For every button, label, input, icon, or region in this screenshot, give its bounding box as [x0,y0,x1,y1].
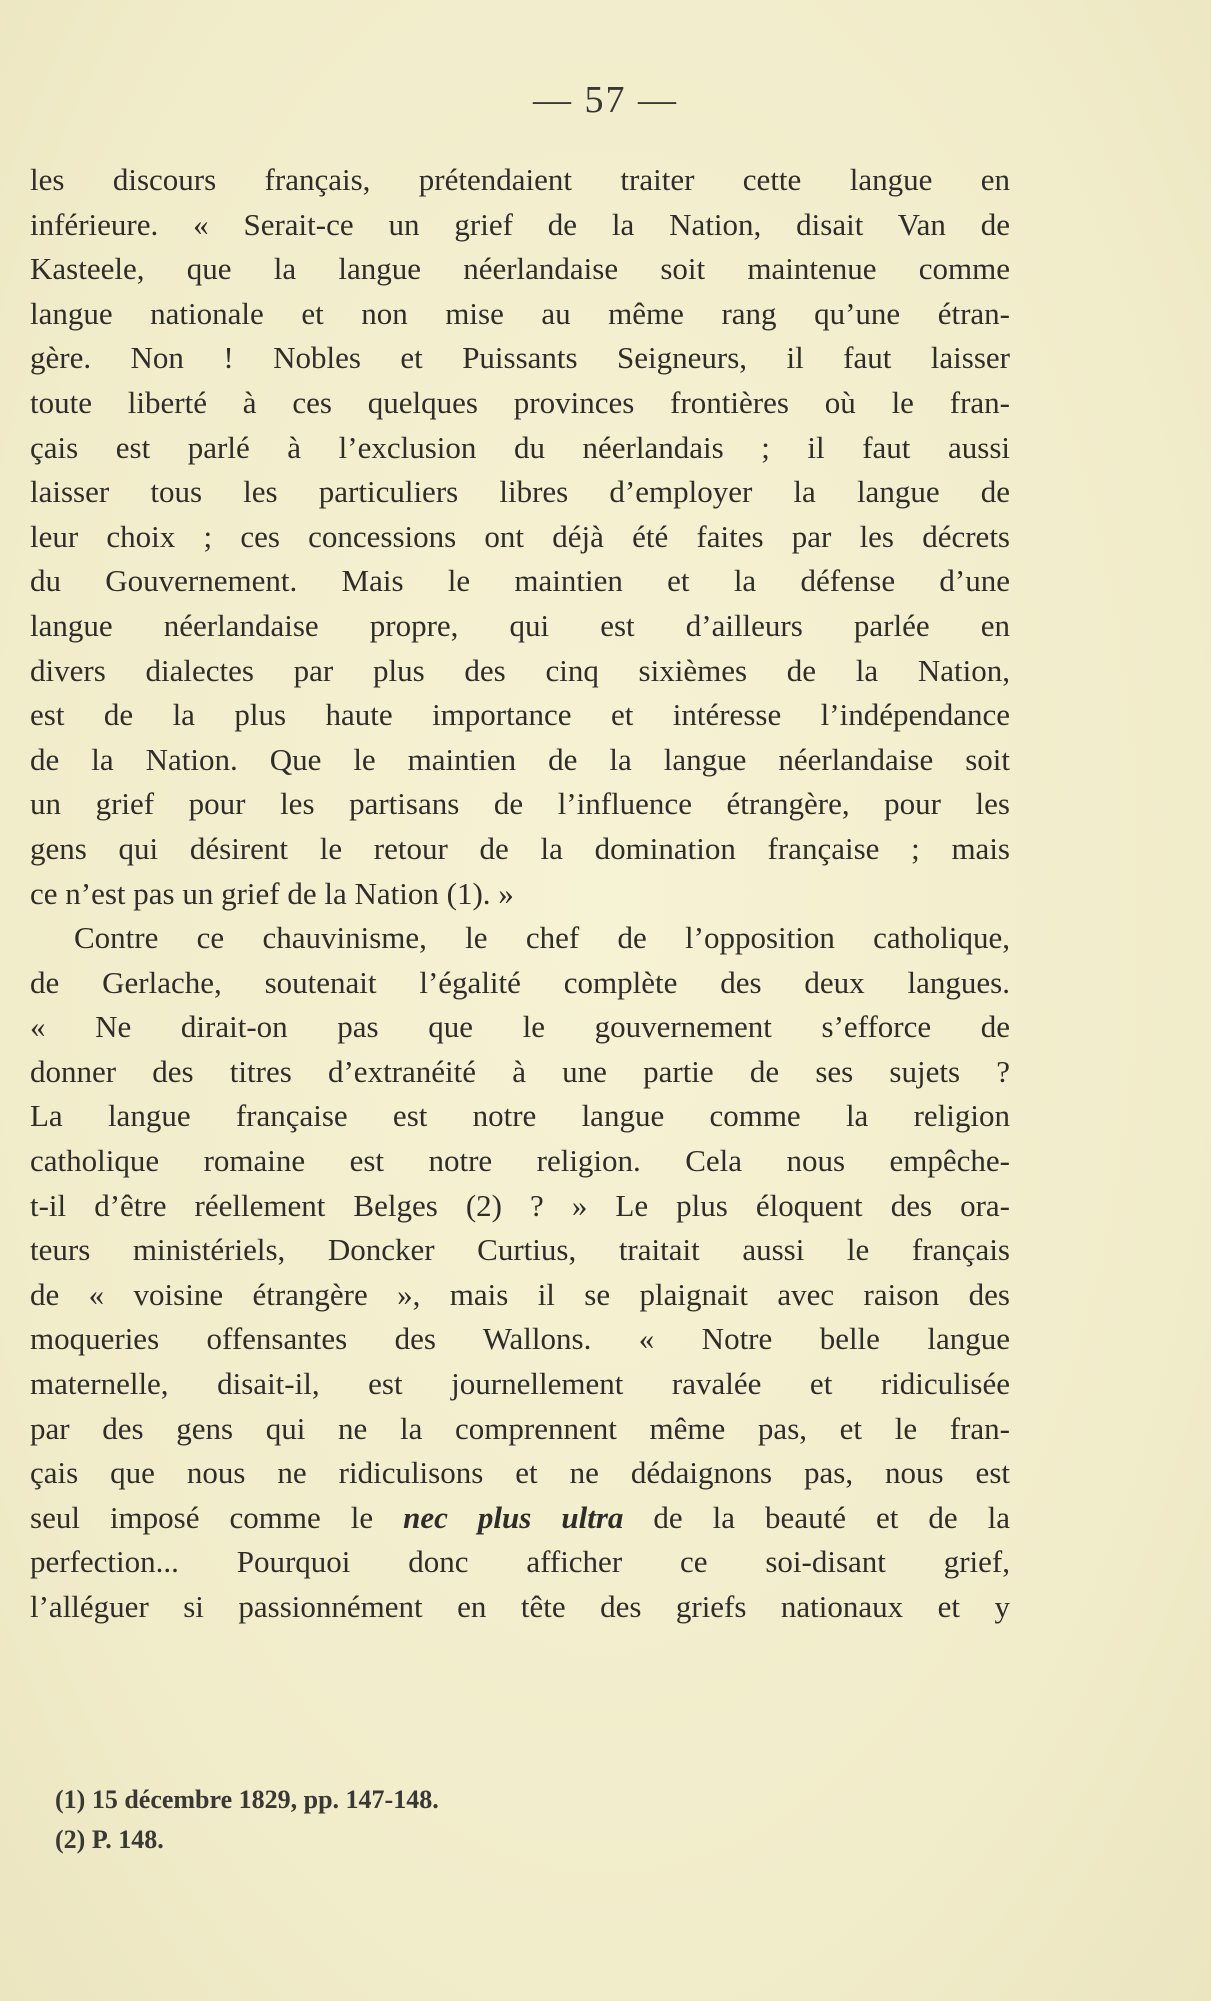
text-line: l’alléguer si passionnément en tête des griefs nationaux et y [30,1589,1010,1624]
text-line: gère. Non ! Nobles et Puissants Seigneurs, il faut laisser [30,340,1010,376]
text-line: Contre ce chauvinisme, le chef de l’opposition catholique, [74,920,1010,956]
text-line: teurs ministériels, Doncker Curtius, traitait aussi le français [30,1232,1010,1268]
text-line: gens qui désirent le retour de la domination française ; mais [30,830,1010,866]
text-line: çais que nous ne ridiculisons et ne dédaignons pas, nous est [30,1455,1010,1491]
text-line: donner des titres d’extranéité à une partie de ses sujets ? [30,1053,1010,1089]
body-text [30,158,1010,1630]
text-line: maternelle, disait-il, est journellement ravalée et ridiculisée [30,1366,1010,1402]
text-line: leur choix ; ces concessions ont déjà été faites par les décrets [30,518,1010,554]
page-number: — 57 — [533,79,678,121]
text-line: du Gouvernement. Mais le maintien et la défense d’une [30,563,1010,599]
text-line: t-il d’être réellement Belges (2) ? » Le plus éloquent des ora- [30,1187,1010,1223]
text-line: de Gerlache, soutenait l’égalité complète des deux langues. [30,964,1010,1000]
text-line: par des gens qui ne la comprennent même pas, et le fran- [30,1410,1010,1446]
text-line: toute liberté à ces quelques provinces frontières où le fran- [30,384,1010,420]
text-line: les discours français, prétendaient traiter cette langue en [30,162,1010,197]
text-line: perfection... Pourquoi donc afficher ce soi-disant grief, [30,1544,1010,1580]
text-line: un grief pour les partisans de l’influence étrangère, pour les [30,786,1010,822]
text-line: Kasteele, que la langue néerlandaise soit maintenue comme [30,251,1010,287]
footnotes [55,1780,655,1860]
text-line: de la Nation. Que le maintien de la langue néerlandaise soit [30,741,1010,777]
text-line: inférieure. « Serait-ce un grief de la Nation, disait Van de [30,206,1010,242]
text-line: seul imposé comme le nec plus ultra de la beauté et de la [30,1499,1010,1535]
footnote-1: (1) 15 décembre 1829, pp. 147-148. [55,1785,439,1814]
text-line: çais est parlé à l’exclusion du néerlandais ; il faut aussi [30,429,1010,465]
text-line: est de la plus haute importance et intéresse l’indépendance [30,697,1010,733]
text-line: ce n’est pas un grief de la Nation (1). » [30,875,514,911]
text-line: La langue française est notre langue comme la religion [30,1098,1010,1134]
text-line: laisser tous les particuliers libres d’employer la langue de [30,474,1010,510]
text-line: de « voisine étrangère », mais il se plaignait avec raison des [30,1276,1010,1312]
text-line: « Ne dirait-on pas que le gouvernement s’efforce de [30,1009,1010,1045]
text-line: langue néerlandaise propre, qui est d’ailleurs parlée en [30,607,1010,643]
text-line: catholique romaine est notre religion. Cela nous empêche- [30,1143,1010,1179]
text-line: langue nationale et non mise au même rang qu’une étran- [30,295,1010,331]
text-line: moqueries offensantes des Wallons. « Notre belle langue [30,1321,1010,1357]
footnote-2: (2) P. 148. [55,1825,164,1854]
italic-phrase: nec plus ultra [403,1499,624,1535]
text-line: divers dialectes par plus des cinq sixièmes de la Nation, [30,652,1010,688]
